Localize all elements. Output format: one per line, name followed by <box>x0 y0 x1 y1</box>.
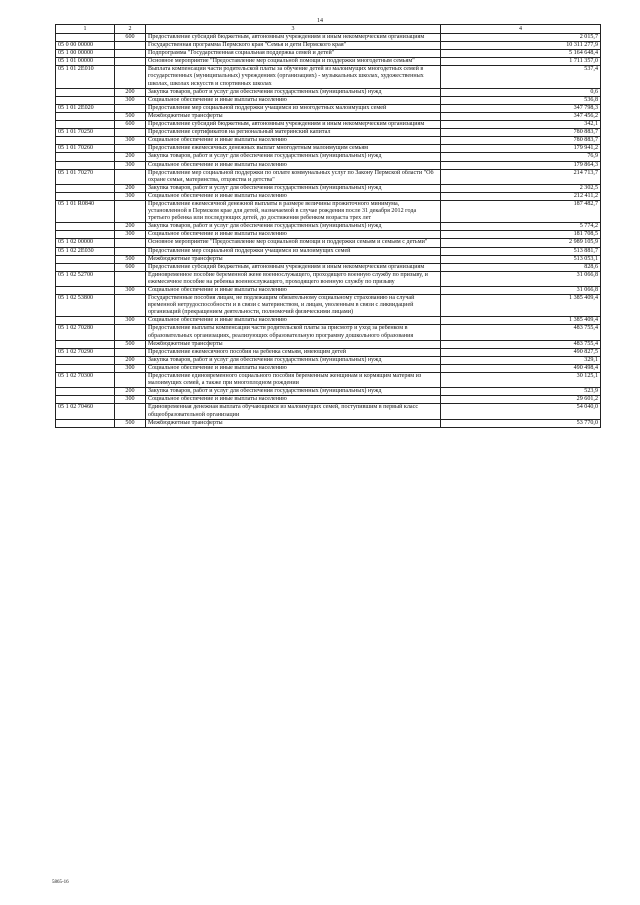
row-name-cell: Закупка товаров, работ и услуг для обеспечения государственных (муниципальных) нужд <box>146 356 441 364</box>
row-code-cell <box>56 153 115 161</box>
table-row <box>56 58 601 66</box>
row-name-cell: Закупка товаров, работ и услуг для обеспечения государственных (муниципальных) нужд <box>146 388 441 396</box>
row-amount-cell: 523,9 <box>441 388 601 396</box>
table-row <box>56 145 601 153</box>
row-expense-type-cell <box>115 404 146 419</box>
page-number: 14 <box>317 18 323 24</box>
table-row <box>56 364 601 372</box>
row-code-cell <box>56 121 115 129</box>
row-code-cell: 05 1 02 70280 <box>56 325 115 340</box>
row-code-cell <box>56 255 115 263</box>
row-code-cell: 05 1 01 2E010 <box>56 66 115 88</box>
row-amount-cell: 1 385 409,4 <box>441 295 601 317</box>
row-expense-type-cell <box>115 373 146 388</box>
row-amount-cell: 828,6 <box>441 263 601 271</box>
row-amount-cell: 483 755,4 <box>441 340 601 348</box>
table-row <box>56 404 601 419</box>
row-amount-cell: 10 311 277,9 <box>441 42 601 50</box>
row-name-cell: Предоставление мер социальной поддержки учащимся из многодетных малоимущих семей <box>146 104 441 112</box>
row-amount-cell: 342,1 <box>441 121 601 129</box>
row-name-cell: Предоставление единовременного социального пособия беременным женщинам и кормящим матерям из малоимущих семей, а также при многоплодном рождении <box>146 373 441 388</box>
row-code-cell <box>56 388 115 396</box>
table-row <box>56 295 601 317</box>
row-name-cell: Основное мероприятие "Предоставление мер социальной помощи и поддержки многодетным семьям" <box>146 58 441 66</box>
row-code-cell: 05 1 02 2E030 <box>56 247 115 255</box>
row-name-cell: Основное мероприятие "Предоставление мер социальной помощи и поддержки семьям и семьям с детьми" <box>146 239 441 247</box>
table-row <box>56 356 601 364</box>
row-name-cell: Закупка товаров, работ и услуг для обеспечения государственных (муниципальных) нужд <box>146 153 441 161</box>
row-code-cell: 05 1 01 70260 <box>56 145 115 153</box>
row-code-cell <box>56 231 115 239</box>
row-expense-type-cell <box>115 66 146 88</box>
row-name-cell: Социальное обеспечение и иные выплаты населению <box>146 161 441 169</box>
row-name-cell: Подпрограмма "Государственная социальная поддержка семей и детей" <box>146 50 441 58</box>
row-name-cell: Социальное обеспечение и иные выплаты населению <box>146 96 441 104</box>
table-row <box>56 161 601 169</box>
row-amount-cell: 54 040,0 <box>441 404 601 419</box>
row-name-cell: Межбюджетные трансферты <box>146 340 441 348</box>
row-code-cell <box>56 419 115 427</box>
row-expense-type-cell: 500 <box>115 255 146 263</box>
table-row <box>56 66 601 88</box>
row-code-cell: 05 0 00 00000 <box>56 42 115 50</box>
row-amount-cell: 513 053,1 <box>441 255 601 263</box>
row-expense-type-cell <box>115 200 146 222</box>
row-amount-cell: 2 015,7 <box>441 34 601 42</box>
row-expense-type-cell <box>115 145 146 153</box>
row-code-cell: 05 1 01 70270 <box>56 169 115 184</box>
row-amount-cell: 347 456,2 <box>441 112 601 120</box>
row-amount-cell: 513 881,7 <box>441 247 601 255</box>
row-name-cell: Социальное обеспечение и иные выплаты населению <box>146 231 441 239</box>
row-amount-cell: 76,9 <box>441 153 601 161</box>
table-row <box>56 42 601 50</box>
table-row <box>56 137 601 145</box>
row-name-cell: Предоставление ежемесячного пособия на ребенка семьям, имеющим детей <box>146 348 441 356</box>
row-amount-cell: 179 941,2 <box>441 145 601 153</box>
row-code-cell <box>56 34 115 42</box>
row-amount-cell: 0,6 <box>441 88 601 96</box>
table-row <box>56 388 601 396</box>
row-expense-type-cell: 300 <box>115 231 146 239</box>
row-expense-type-cell <box>115 129 146 137</box>
row-name-cell: Предоставление мер социальной поддержки по оплате коммунальных услуг по Закону Пермской области "Об охране семьи, материнства, отцовства и детства" <box>146 169 441 184</box>
row-expense-type-cell: 500 <box>115 419 146 427</box>
row-expense-type-cell <box>115 239 146 247</box>
row-code-cell <box>56 137 115 145</box>
row-code-cell <box>56 184 115 192</box>
row-code-cell <box>56 192 115 200</box>
row-amount-cell: 212 411,2 <box>441 192 601 200</box>
row-code-cell: 05 1 01 R0840 <box>56 200 115 222</box>
row-code-cell: 05 1 02 52700 <box>56 271 115 286</box>
row-amount-cell: 214 713,7 <box>441 169 601 184</box>
row-expense-type-cell: 300 <box>115 161 146 169</box>
row-name-cell: Социальное обеспечение и иные выплаты населению <box>146 317 441 325</box>
row-name-cell: Предоставление выплаты компенсации части родительской платы за присмотр и уход за ребенком в образовательных организациях, реализующих образовательную программу дошкольного образования <box>146 325 441 340</box>
row-code-cell <box>56 356 115 364</box>
row-code-cell: 05 1 02 70290 <box>56 348 115 356</box>
row-amount-cell: 53 770,0 <box>441 419 601 427</box>
table-row <box>56 287 601 295</box>
row-amount-cell: 181 708,5 <box>441 231 601 239</box>
row-expense-type-cell <box>115 42 146 50</box>
row-amount-cell: 2 989 105,9 <box>441 239 601 247</box>
row-amount-cell: 29 601,2 <box>441 396 601 404</box>
table-row <box>56 184 601 192</box>
row-amount-cell: 179 864,3 <box>441 161 601 169</box>
row-name-cell: Закупка товаров, работ и услуг для обеспечения государственных (муниципальных) нужд <box>146 88 441 96</box>
row-amount-cell: 2 302,5 <box>441 184 601 192</box>
row-name-cell: Социальное обеспечение и иные выплаты населению <box>146 137 441 145</box>
row-amount-cell: 537,4 <box>441 66 601 88</box>
table-row <box>56 239 601 247</box>
row-name-cell: Межбюджетные трансферты <box>146 112 441 120</box>
row-code-cell: 05 1 01 00000 <box>56 58 115 66</box>
row-expense-type-cell <box>115 50 146 58</box>
row-expense-type-cell <box>115 247 146 255</box>
table-row <box>56 317 601 325</box>
row-amount-cell: 490 827,5 <box>441 348 601 356</box>
row-amount-cell: 347 798,3 <box>441 104 601 112</box>
row-name-cell: Социальное обеспечение и иные выплаты населению <box>146 364 441 372</box>
budget-table <box>55 24 601 428</box>
row-name-cell: Выплата компенсации части родительской платы за обучение детей из малоимущих многодетных семей в государственных (муниципальных) учреждениях (организациях) - музыкальных школах, художественных школах, школах искусств и спортивных школах <box>146 66 441 88</box>
column-header-amount: 4 <box>441 25 601 34</box>
footer-document-code: 5865-16 <box>52 880 69 885</box>
row-code-cell <box>56 317 115 325</box>
row-code-cell: 05 1 02 00000 <box>56 239 115 247</box>
row-expense-type-cell: 300 <box>115 364 146 372</box>
row-name-cell: Предоставление субсидий бюджетным, автономным учреждениям и иным некоммерческим организациям <box>146 263 441 271</box>
row-expense-type-cell: 300 <box>115 287 146 295</box>
row-code-cell <box>56 112 115 120</box>
row-expense-type-cell: 600 <box>115 263 146 271</box>
table-row <box>56 153 601 161</box>
row-expense-type-cell: 600 <box>115 34 146 42</box>
row-name-cell: Социальное обеспечение и иные выплаты населению <box>146 287 441 295</box>
row-expense-type-cell <box>115 295 146 317</box>
table-row <box>56 88 601 96</box>
table-row <box>56 325 601 340</box>
table-row <box>56 231 601 239</box>
row-name-cell: Социальное обеспечение и иные выплаты населению <box>146 396 441 404</box>
row-expense-type-cell <box>115 325 146 340</box>
row-name-cell: Единовременное пособие беременной жене военнослужащего, проходящего военную службу по призыву, и ежемесячное пособие на ребенка военнослужащего, проходящего военную службу по призыву <box>146 271 441 286</box>
row-code-cell <box>56 340 115 348</box>
row-expense-type-cell: 200 <box>115 388 146 396</box>
row-expense-type-cell: 300 <box>115 317 146 325</box>
row-amount-cell: 31 066,8 <box>441 287 601 295</box>
row-expense-type-cell <box>115 271 146 286</box>
table-row <box>56 129 601 137</box>
row-amount-cell: 5 164 648,4 <box>441 50 601 58</box>
table-row <box>56 169 601 184</box>
row-code-cell <box>56 88 115 96</box>
row-amount-cell: 5 774,2 <box>441 223 601 231</box>
row-amount-cell: 30 125,1 <box>441 373 601 388</box>
table-row <box>56 348 601 356</box>
row-amount-cell: 780 883,7 <box>441 137 601 145</box>
row-code-cell <box>56 396 115 404</box>
row-expense-type-cell <box>115 104 146 112</box>
row-amount-cell: 1 711 357,0 <box>441 58 601 66</box>
table-row <box>56 112 601 120</box>
row-name-cell: Социальное обеспечение и иные выплаты населению <box>146 192 441 200</box>
row-expense-type-cell <box>115 169 146 184</box>
table-row <box>56 340 601 348</box>
row-name-cell: Предоставление субсидий бюджетным, автономным учреждениям и иным некоммерческим организациям <box>146 34 441 42</box>
row-amount-cell: 780 883,7 <box>441 129 601 137</box>
row-expense-type-cell: 200 <box>115 356 146 364</box>
row-expense-type-cell: 300 <box>115 192 146 200</box>
row-name-cell: Государственная программа Пермского края "Семья и дети Пермского края" <box>146 42 441 50</box>
row-amount-cell: 536,8 <box>441 96 601 104</box>
row-code-cell <box>56 263 115 271</box>
header-row <box>56 25 601 34</box>
table-row <box>56 255 601 263</box>
row-code-cell <box>56 364 115 372</box>
table-row <box>56 34 601 42</box>
row-amount-cell: 187 482,7 <box>441 200 601 222</box>
row-name-cell: Предоставление сертификатов на региональный материнский капитал <box>146 129 441 137</box>
row-expense-type-cell: 200 <box>115 153 146 161</box>
row-code-cell <box>56 161 115 169</box>
row-expense-type-cell: 300 <box>115 137 146 145</box>
table-row <box>56 96 601 104</box>
row-name-cell: Государственные пособия лицам, не подлежащим обязательному социальному страхованию на случай временной нетрудоспособности и в связи с материнством, и лицам, уволенным в связи с ликвидацией организаций (прекращением деятельности, полномочий физическими лицами) <box>146 295 441 317</box>
column-header-name: 3 <box>146 25 441 34</box>
row-amount-cell: 1 385 409,4 <box>441 317 601 325</box>
row-expense-type-cell <box>115 348 146 356</box>
table-row <box>56 271 601 286</box>
row-code-cell: 05 1 01 2E020 <box>56 104 115 112</box>
table-row <box>56 50 601 58</box>
row-name-cell: Межбюджетные трансферты <box>146 255 441 263</box>
row-name-cell: Предоставление субсидий бюджетным, автономным учреждениям и иным некоммерческим организациям <box>146 121 441 129</box>
table-body <box>56 34 601 428</box>
row-code-cell: 05 1 00 00000 <box>56 50 115 58</box>
table-row <box>56 247 601 255</box>
row-expense-type-cell: 300 <box>115 396 146 404</box>
row-expense-type-cell <box>115 58 146 66</box>
table-row <box>56 192 601 200</box>
row-expense-type-cell: 500 <box>115 112 146 120</box>
row-code-cell <box>56 223 115 231</box>
table-row <box>56 419 601 427</box>
column-header-expense-type: 2 <box>115 25 146 34</box>
row-expense-type-cell: 300 <box>115 96 146 104</box>
row-amount-cell: 490 498,4 <box>441 364 601 372</box>
row-code-cell <box>56 287 115 295</box>
row-expense-type-cell: 200 <box>115 223 146 231</box>
row-name-cell: Предоставление ежемесячной денежной выплаты в размере величины прожиточного минимума, установленной в Пермском крае для детей, назначаемой в случае рождения после 31 декабря 2012 года третьего ребенка или последующих детей, до достижения ребенком возраста трех лет <box>146 200 441 222</box>
row-code-cell <box>56 96 115 104</box>
table-row <box>56 263 601 271</box>
row-name-cell: Закупка товаров, работ и услуг для обеспечения государственных (муниципальных) нужд <box>146 223 441 231</box>
column-header-code: 1 <box>56 25 115 34</box>
table-row <box>56 223 601 231</box>
row-expense-type-cell: 200 <box>115 184 146 192</box>
row-expense-type-cell: 500 <box>115 340 146 348</box>
row-expense-type-cell: 200 <box>115 88 146 96</box>
table-row <box>56 373 601 388</box>
table-row <box>56 200 601 222</box>
row-amount-cell: 483 755,4 <box>441 325 601 340</box>
row-code-cell: 05 1 02 70460 <box>56 404 115 419</box>
row-code-cell: 05 1 01 70250 <box>56 129 115 137</box>
row-amount-cell: 329,1 <box>441 356 601 364</box>
row-amount-cell: 31 066,8 <box>441 271 601 286</box>
row-name-cell: Межбюджетные трансферты <box>146 419 441 427</box>
table-row <box>56 396 601 404</box>
row-code-cell: 05 1 02 53800 <box>56 295 115 317</box>
row-name-cell: Предоставление ежемесячных денежных выплат многодетным малоимущим семьям <box>146 145 441 153</box>
row-name-cell: Предоставление мер социальной поддержки учащимся из малоимущих семей <box>146 247 441 255</box>
table-row <box>56 104 601 112</box>
row-code-cell: 05 1 02 70300 <box>56 373 115 388</box>
row-name-cell: Закупка товаров, работ и услуг для обеспечения государственных (муниципальных) нужд <box>146 184 441 192</box>
row-expense-type-cell: 600 <box>115 121 146 129</box>
table-row <box>56 121 601 129</box>
row-name-cell: Единовременная денежная выплата обучающимся из малоимущих семей, поступившим в первый класс общеобразовательной организации <box>146 404 441 419</box>
